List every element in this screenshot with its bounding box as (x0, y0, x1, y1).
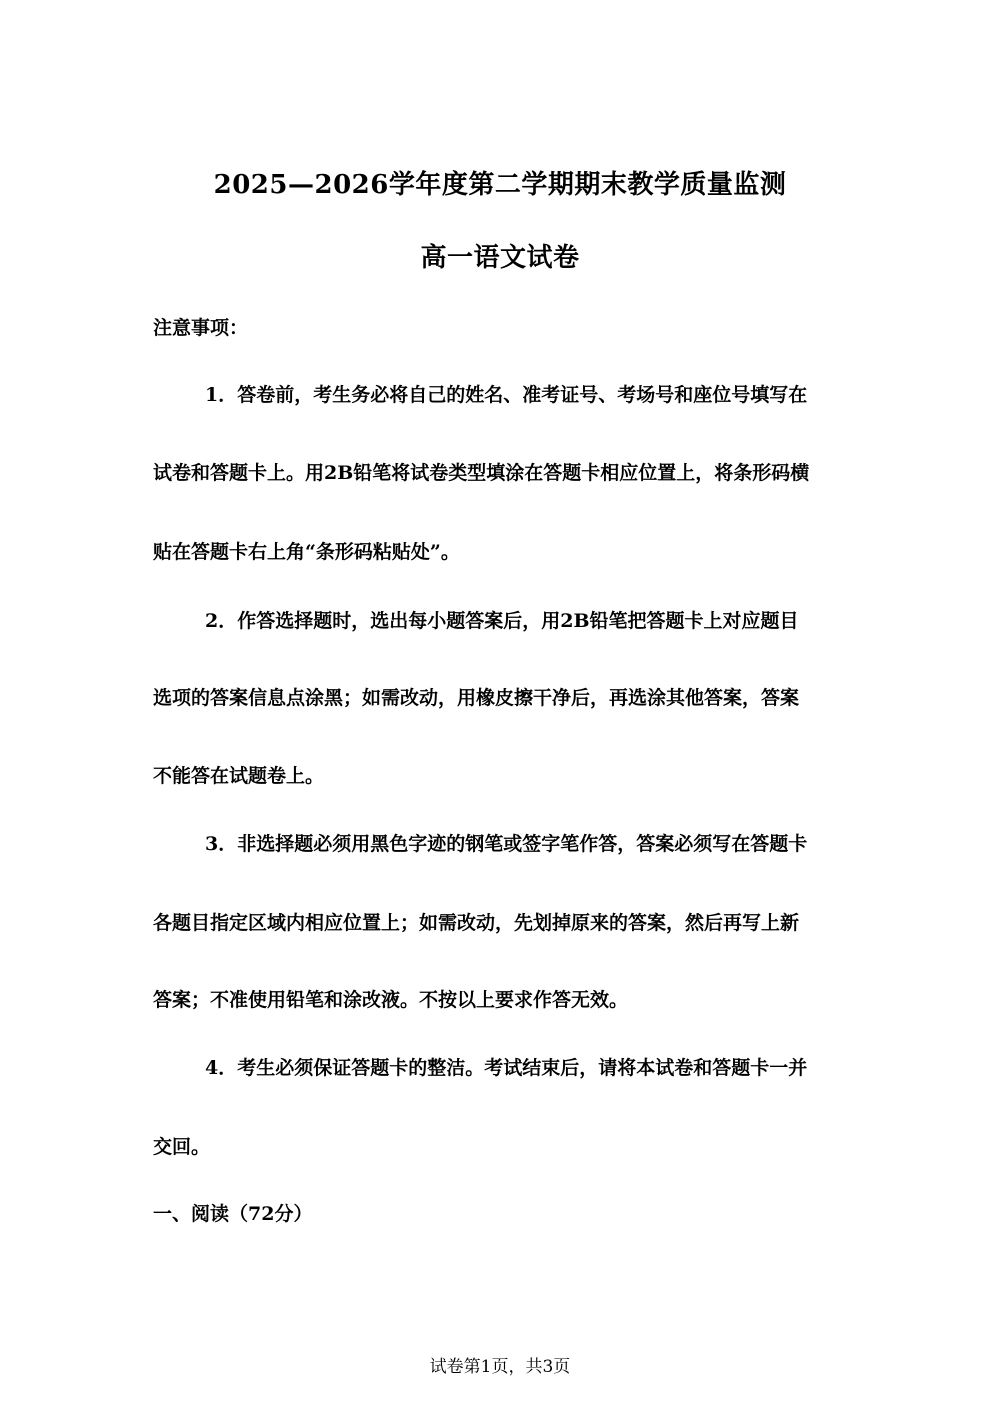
exam-title: 2025—2026学年度第二学期期末教学质量监测 (213, 170, 787, 200)
notice-line: 3．非选择题必须用黑色字迹的钢笔或签字笔作答，答案必须写在答题卡 (205, 833, 808, 855)
section-heading: 一、阅读（72分） (153, 1203, 313, 1225)
notice-line: 各题目指定区域内相应位置上；如需改动，先划掉原来的答案，然后再写上新 (153, 912, 800, 934)
exam-subtitle: 高一语文试卷 (420, 243, 580, 273)
notice-line: 选项的答案信息点涂黑；如需改动，用橡皮擦干净后，再选涂其他答案，答案 (153, 687, 800, 709)
notice-line: 试卷和答题卡上。用2B铅笔将试卷类型填涂在答题卡相应位置上，将条形码横 (153, 462, 810, 484)
notice-line: 贴在答题卡右上角“条形码粘贴处”。 (153, 541, 460, 563)
notice-line: 1．答卷前，考生务必将自己的姓名、准考证号、考场号和座位号填写在 (205, 384, 808, 406)
notice-line: 交回。 (153, 1136, 211, 1158)
notice-line: 不能答在试题卷上。 (153, 765, 325, 787)
notice-line: 答案；不准使用铅笔和涂改液。不按以上要求作答无效。 (153, 989, 629, 1011)
notice-line: 4．考生必须保证答题卡的整洁。考试结束后，请将本试卷和答题卡一并 (205, 1057, 808, 1079)
notice-heading: 注意事项： (153, 317, 249, 339)
notice-line: 2．作答选择题时，选出每小题答案后，用2B铅笔把答题卡上对应题目 (205, 610, 799, 632)
page-footer: 试卷第1页，共3页 (429, 1357, 571, 1377)
